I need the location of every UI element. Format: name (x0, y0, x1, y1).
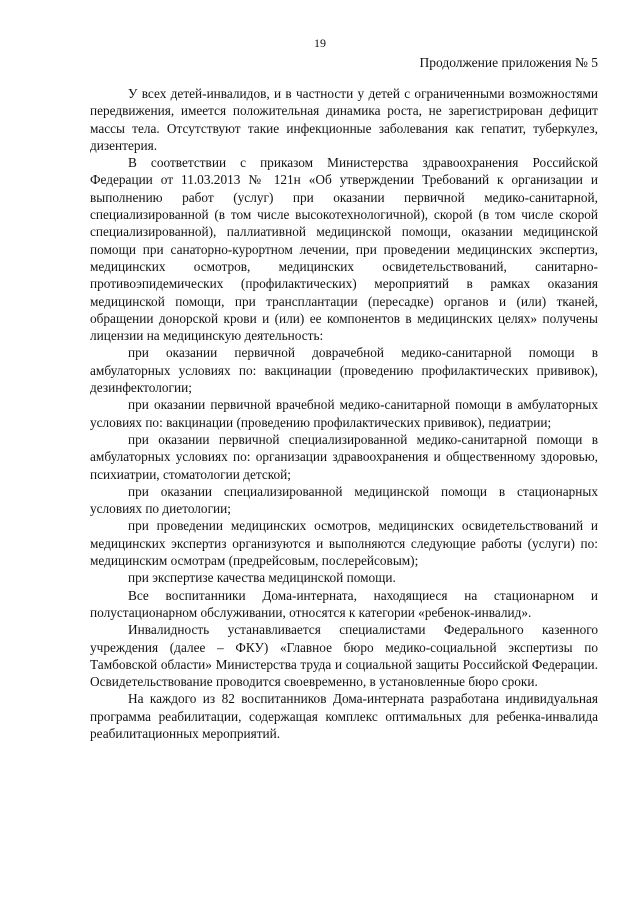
paragraph: при оказании первичной врачебной медико-санитарной помощи в амбулаторных условиях по: вакцинации (проведению профилактических прививок), педиатрии; (90, 397, 598, 430)
paragraph: На каждого из 82 воспитанников Дома-интерната разработана индивидуальная программа реабилитации, содержащая комплекс оптимальных для ребенка-инвалида реабилитационных мероприятий. (90, 691, 598, 741)
paragraph: при оказании первичной доврачебной медико-санитарной помощи в амбулаторных условиях по: вакцинации (проведению профилактических прививок), дезинфектологии; (90, 345, 598, 396)
paragraph: Инвалидность устанавливается специалистами Федерального казенного учреждения (далее – ФКУ) «Главное бюро медико-социальной экспертизы по Тамбовской области» Министерства труда и социальной защиты Российской Федерации. Освидетельствование проводится своевременно, в установленные бюро сроки. (90, 622, 598, 690)
paragraph: Все воспитанники Дома-интерната, находящиеся на стационарном и полустационарном обслуживании, относятся к категории «ребенок-инвалид». (90, 587, 598, 620)
paragraph: при оказании первичной специализированной медико-санитарной помощи в амбулаторных условиях по: организации здравоохранения и общественному здоровью, психиатрии, стоматологии детской; (90, 431, 598, 482)
appendix-continuation-note: Продолжение приложения № 5 (419, 55, 598, 70)
paragraph: У всех детей-инвалидов, и в частности у детей с ограниченными возможностями передвижения, имеется положительная динамика роста, не зарегистрирован дефицит массы тела. Отсутствуют такие инфекционные заболевания как гепатит, туберкулез, дизентерия. (90, 86, 598, 153)
paragraph: при проведении медицинских осмотров, медицинских освидетельствований и медицинских экспертиз организуются и выполняются следующие работы (услуги) по: медицинским осмотрам (предрейсовым, послерейсовым); (90, 518, 598, 569)
paragraph: при экспертизе качества медицинской помощи. (128, 570, 396, 586)
paragraph: при оказании специализированной медицинской помощи в стационарных условиях по диетологии; (90, 483, 598, 517)
document-body (90, 85, 598, 742)
page-number: 19 (314, 36, 326, 50)
paragraph: В соответствии с приказом Министерства здравоохранения Российской Федерации от 11.03.2013 № 121н «Об утверждении Требований к организации и выполнению работ (услуг) при оказании первичной медико-санитарной, специализированной (в том числе высокотехнологичной), скорой (в том числе скорой специализированной), паллиативной медицинской помощи, оказании медицинской помощи при санаторно-курортном лечении, при проведении медицинских экспертиз, медицинских осмотров, медицинских освидетельствований, санитарно-противоэпидемических (профилактических) мероприятий в рамках оказания медицинской помощи, при трансплантации (пересадке) органов и (или) тканей, обращении донорской крови и (или) ее компонентов в медицинских целях» получены лицензии на медицинскую деятельность: (90, 155, 598, 344)
